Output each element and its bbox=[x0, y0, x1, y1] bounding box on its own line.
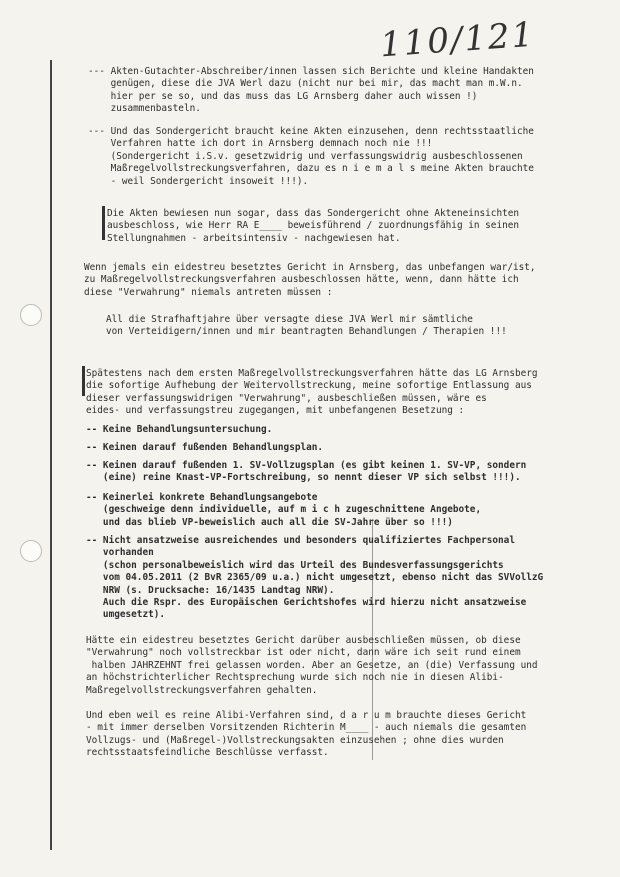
text-line: NRW (s. Drucksache: 16/1435 Landtag NRW). bbox=[86, 584, 335, 596]
text-line: All die Strafhaftjahre über versagte diese JVA Werl mir sämtliche bbox=[106, 314, 473, 325]
text-line: eides- und verfassungstreu zugegangen, mit unbefangenen Besetzung : bbox=[86, 405, 465, 417]
item-keine-untersuchung bbox=[86, 424, 272, 436]
text-line: -- Keine Behandlungsuntersuchung. bbox=[86, 424, 273, 435]
text-line: (schon personalbeweislich wird das Urteil des Bundesverfassungsgerichts bbox=[86, 559, 504, 571]
page-number-handwritten: 110/121 bbox=[378, 14, 537, 66]
left-margin-line bbox=[50, 60, 52, 850]
text-line: die sofortige Aufhebung der Weitervollstreckung, meine sofortige Entlassung aus bbox=[86, 380, 532, 392]
item-nicht-fachpersonal bbox=[86, 535, 543, 622]
margin-mark-bewiesen bbox=[102, 206, 105, 240]
text-line: rechtsstaatsfeindliche Beschlüsse verfasst. bbox=[86, 747, 329, 759]
text-line: -- Keinerlei konkrete Behandlungsangebote bbox=[86, 492, 318, 503]
text-line: an höchstrichterlicher Rechtsprechung wurde sich noch nie in diesen Alibi- bbox=[86, 672, 504, 684]
text-line: Stellungnahmen - arbeitsintensiv - nachgewiesen hat. bbox=[107, 232, 401, 244]
text-line: Hätte ein eidestreu besetztes Gericht darüber ausbeschließen müssen, ob diese bbox=[86, 635, 521, 646]
paragraph-sondergericht bbox=[88, 126, 534, 188]
text-line: hier per se so, und das muss das LG Arnsberg daher auch wissen !) bbox=[88, 90, 478, 102]
text-line: Und eben weil es reine Alibi-Verfahren sind, d a r u m brauchte dieses Gericht bbox=[86, 710, 527, 721]
text-line: halben JAHRZEHNT frei gelassen worden. Aber an Gesetze, an (die) Verfassung und bbox=[86, 659, 538, 671]
text-line: -- Keinen darauf fußenden Behandlungsplan. bbox=[86, 442, 324, 453]
paragraph-spaetestens bbox=[86, 368, 538, 418]
item-keinen-behandlungsplan bbox=[86, 442, 323, 454]
text-line: --- Akten-Gutachter-Abschreiber/innen lassen sich Berichte und kleine Handakten bbox=[88, 66, 534, 77]
text-line: "Verwahrung" noch vollstreckbar ist oder nicht, dann wäre ich seit rund einem bbox=[86, 647, 521, 659]
text-line: -- Keinen darauf fußenden 1. SV-Vollzugsplan (es gibt keinen 1. SV-VP, sondern bbox=[86, 460, 527, 471]
text-line: Spätestens nach dem ersten Maßregelvollstreckungsverfahren hätte das LG Arnsberg bbox=[86, 368, 538, 379]
paragraph-strafhaft bbox=[106, 314, 507, 339]
item-keinen-vollzugsplan bbox=[86, 460, 526, 485]
text-line: von Verteidigern/innen und mir beantragten Behandlungen / Therapien !!! bbox=[106, 326, 507, 338]
margin-mark-spaetestens bbox=[82, 366, 85, 396]
text-line: ausbeschloss, wie Herr RA E____ beweisführend / zuordnungsfähig in seinen bbox=[107, 220, 520, 232]
text-line: genügen, diese die JVA Werl dazu (nicht nur bei mir, das macht man m.W.n. bbox=[88, 78, 523, 90]
text-line: Maßregelvollstreckungsverfahren, dazu es n i e m a l s meine Akten brauchte bbox=[88, 163, 534, 175]
paragraph-haette bbox=[86, 635, 538, 697]
text-line: Die Akten bewiesen nun sogar, dass das Sondergericht ohne Akteneinsichten bbox=[107, 208, 520, 219]
punch-hole-top bbox=[20, 304, 42, 326]
text-line: --- Und das Sondergericht braucht keine Akten einzusehen, denn rechtsstaatliche bbox=[88, 126, 534, 137]
text-line: zusammenbasteln. bbox=[88, 103, 201, 115]
text-line: (geschweige denn individuelle, auf m i c h zugeschnittene Angebote, bbox=[86, 504, 482, 516]
text-line: Wenn jemals ein eidestreu besetztes Gericht in Arnsberg, das unbefangen war/ist, bbox=[84, 262, 536, 273]
text-line: (Sondergericht i.S.v. gesetzwidrig und verfassungswidrig ausbeschlossenen bbox=[88, 150, 523, 162]
paragraph-alibi bbox=[86, 710, 526, 760]
text-line: zu Maßregelvollstreckungsverfahren ausbeschlossen hätte, wenn, dann hätte ich bbox=[84, 274, 519, 286]
text-line: Vollzugs- und (Maßregel-)Vollstreckungsakten einzusehen ; ohne dies wurden bbox=[86, 734, 504, 746]
text-line: -- Nicht ansatzweise ausreichendes und besonders qualifiziertes Fachpersonal bbox=[86, 535, 515, 546]
paragraph-bewiesen bbox=[107, 208, 519, 245]
text-line: umgesetzt). bbox=[86, 609, 166, 621]
text-line: vom 04.05.2011 (2 BvR 2365/09 u.a.) nicht umgesetzt, ebenso nicht das SVVollzG bbox=[86, 572, 544, 584]
paragraph-wenn bbox=[84, 262, 536, 299]
text-line: - weil Sondergericht insoweit !!!). bbox=[88, 175, 309, 187]
paragraph-akten bbox=[88, 66, 534, 116]
text-line: (eine) reine Knast-VP-Fortschreibung, so nennt dieser VP sich selbst !!!). bbox=[86, 472, 521, 484]
punch-hole-bottom bbox=[20, 540, 42, 562]
text-line: vorhanden bbox=[86, 547, 154, 559]
text-line: Maßregelvollstreckungsverfahren gehalten. bbox=[86, 684, 318, 696]
text-line: diese "Verwahrung" niemals antreten müssen : bbox=[84, 286, 333, 298]
text-line: dieser verfassungswidrigen "Verwahrung", ausbeschließen müssen, wäre es bbox=[86, 392, 487, 404]
item-keinerlei-angebote bbox=[86, 492, 481, 529]
text-line: und das blieb VP-beweislich auch all die SV-Jahre über so !!!) bbox=[86, 516, 453, 528]
text-line: Auch die Rspr. des Europäischen Gerichtshofes wird hierzu nicht ansatzweise bbox=[86, 597, 527, 609]
text-line: Verfahren hatte ich dort in Arnsberg demnach noch nie !!! bbox=[88, 138, 433, 150]
text-line: - mit immer derselben Vorsitzenden Richterin M____ - auch niemals die gesamten bbox=[86, 722, 527, 734]
